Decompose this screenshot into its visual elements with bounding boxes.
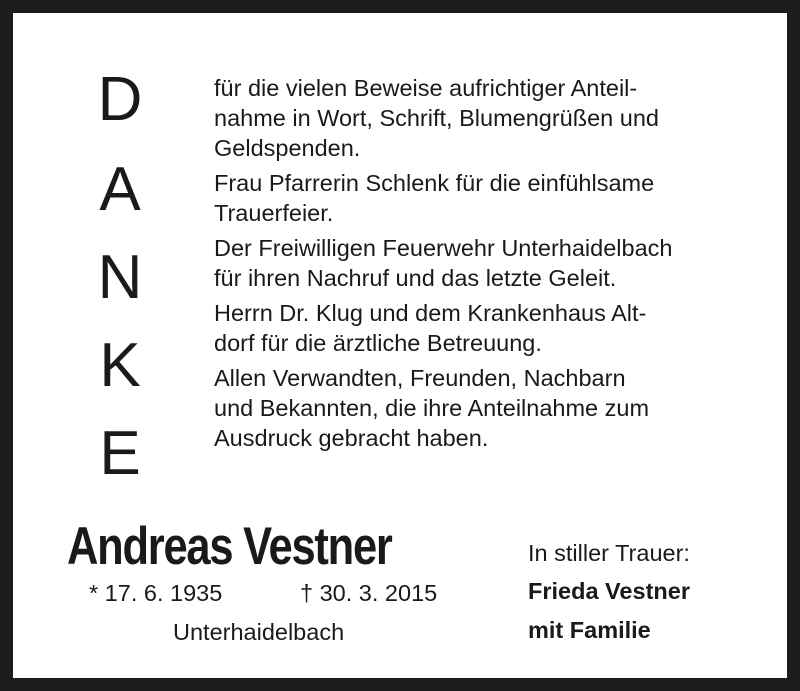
thanks-paragraph [214, 168, 774, 228]
danke-letter: D [97, 65, 143, 134]
danke-letter: E [99, 419, 141, 488]
thanks-paragraph [214, 73, 774, 163]
danke-letter: K [99, 331, 141, 400]
thanks-paragraph [214, 363, 774, 453]
text-line: für die vielen Beweise aufrichtiger Anteil- [214, 75, 638, 101]
text-line: für ihren Nachruf und das letzte Geleit. [214, 265, 617, 291]
death-date: † 30. 3. 2015 [300, 580, 438, 606]
thanks-paragraph [214, 233, 774, 293]
text-line: Allen Verwandten, Freunden, Nachbarn [214, 365, 626, 391]
text-line: und Bekannten, die ihre Anteilnahme zum [214, 395, 650, 421]
thanks-text [214, 73, 774, 458]
text-line: dorf für die ärztliche Betreuung. [214, 330, 542, 356]
birth-date: * 17. 6. 1935 [89, 580, 223, 606]
text-line: Trauerfeier. [214, 200, 334, 226]
danke-letter: N [97, 243, 143, 312]
text-line: Ausdruck gebracht haben. [214, 425, 489, 451]
thanks-paragraph [214, 298, 774, 358]
mourner-name: Frieda Vestner [528, 578, 690, 604]
hometown: Unterhaidelbach [173, 619, 345, 645]
mourner-name: mit Familie [528, 617, 651, 643]
deceased-name: Andreas Vestner [67, 517, 392, 576]
text-line: nahme in Wort, Schrift, Blumengrüßen und [214, 105, 659, 131]
danke-letter: A [99, 155, 141, 224]
text-line: Frau Pfarrerin Schlenk für die einfühlsame [214, 170, 655, 196]
mourners-heading: In stiller Trauer: [528, 540, 690, 566]
text-line: Herrn Dr. Klug und dem Krankenhaus Alt- [214, 300, 647, 326]
text-line: Der Freiwilligen Feuerwehr Unterhaidelbach [214, 235, 673, 261]
text-line: Geldspenden. [214, 135, 361, 161]
